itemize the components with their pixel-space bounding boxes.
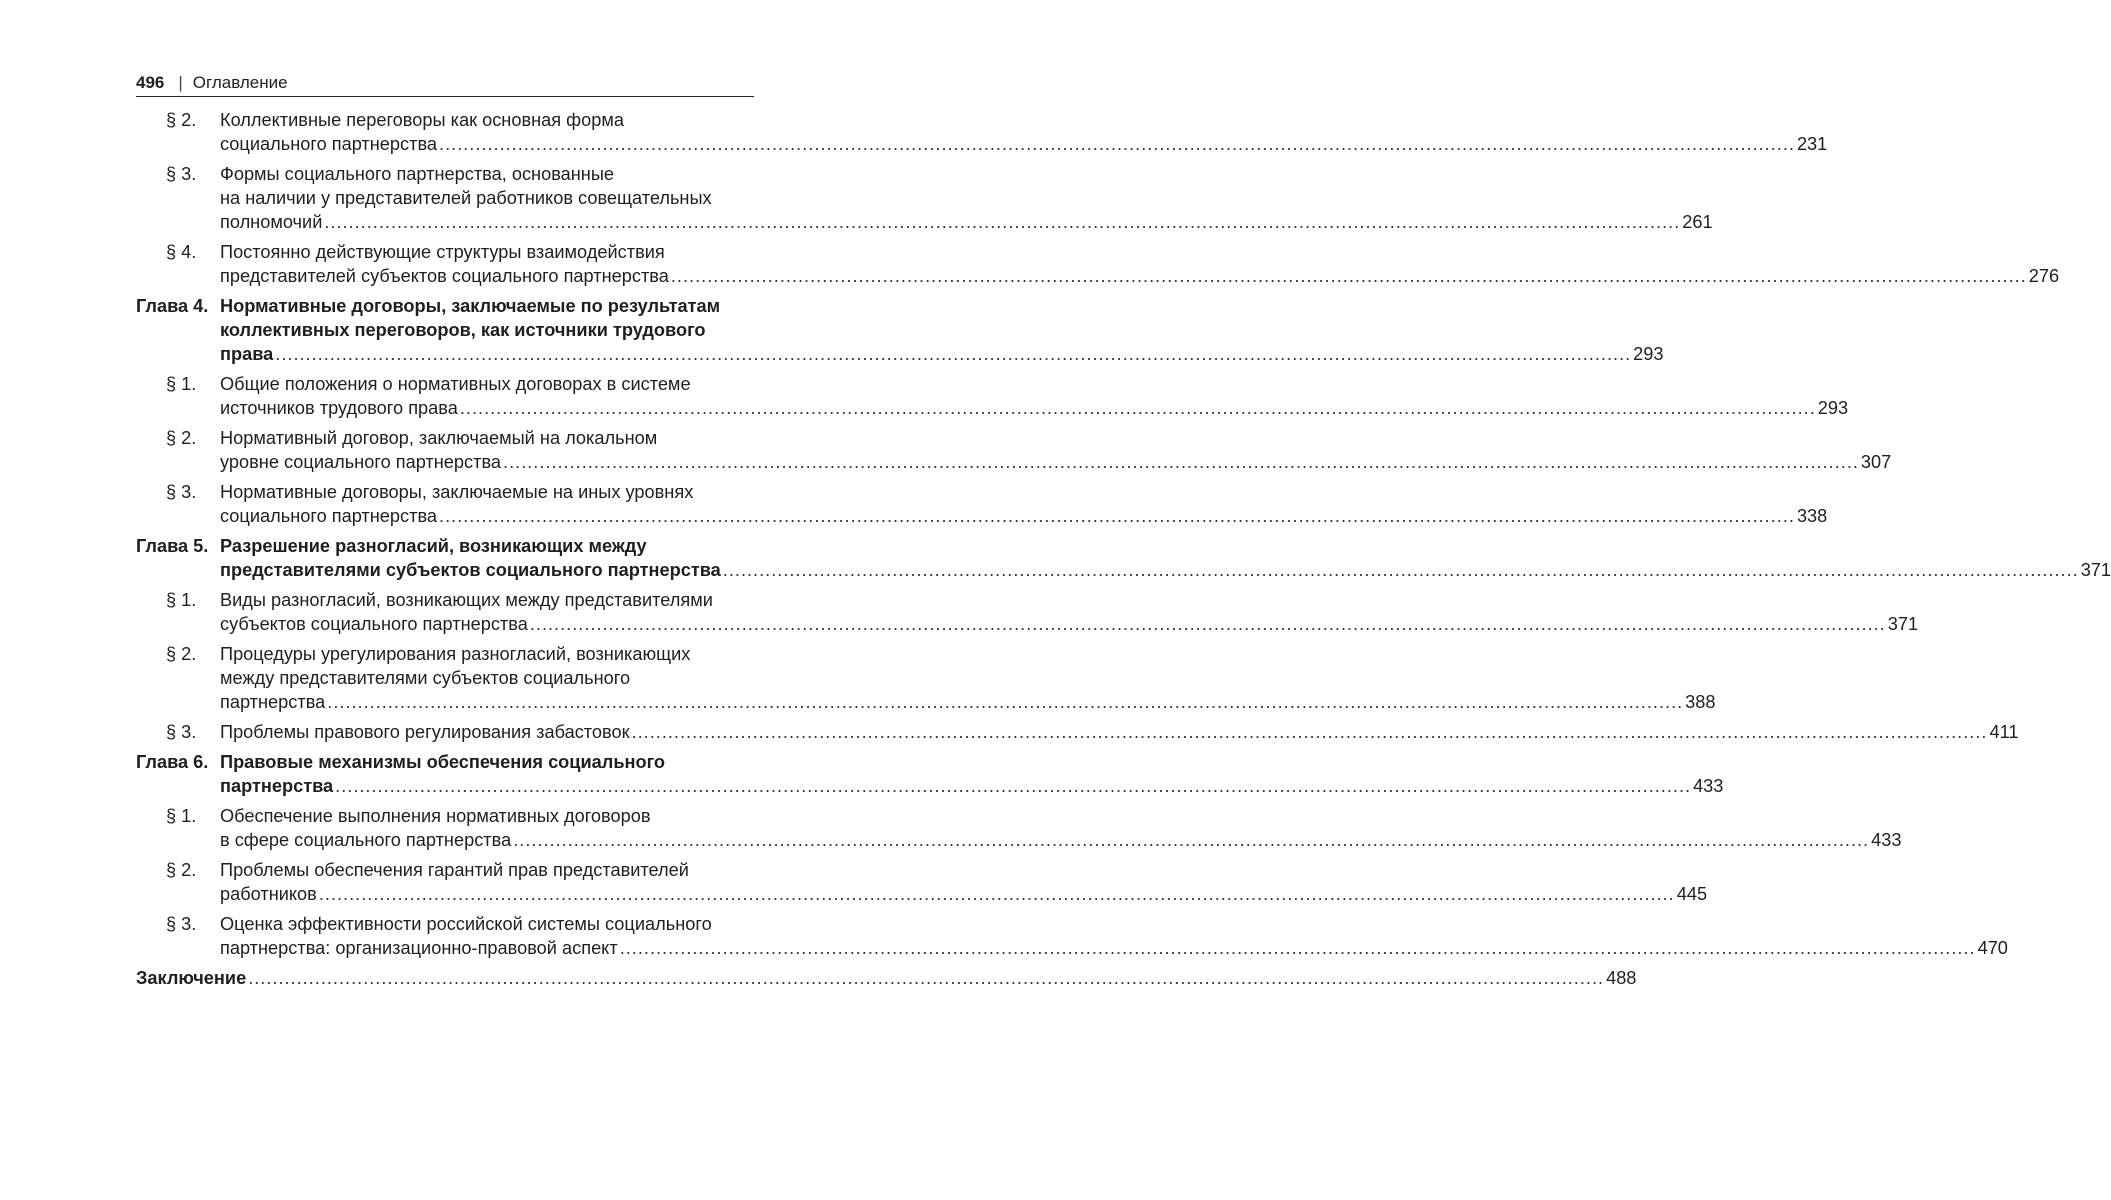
- toc-entry-text: Постоянно действующие структуры взаимодействия: [220, 242, 665, 262]
- toc-entry-label: § 3.: [166, 164, 197, 184]
- toc-entry-label: Глава 6.: [136, 752, 209, 772]
- toc-page-number: 276: [2028, 266, 2060, 286]
- toc-entry-text: Оценка эффективности российской системы социального: [220, 914, 712, 934]
- toc-entry-text: партнерства: организационно-правовой аспект: [220, 938, 618, 958]
- toc-entry-line: [220, 588, 1918, 612]
- toc-entry-text: права: [220, 344, 274, 364]
- toc-page-number: 293: [1633, 344, 1664, 364]
- toc-entry-line: [220, 342, 1664, 366]
- toc-entry-text: Процедуры урегулирования разногласий, возникающих: [220, 644, 691, 664]
- toc-entry-line: [220, 858, 1707, 882]
- toc-entry-line: [220, 534, 2111, 558]
- toc-entry-line: [220, 504, 1827, 528]
- toc-entry-text: работников: [220, 884, 317, 904]
- toc-entry-line: [220, 774, 1723, 798]
- toc-entry-line: [220, 264, 2059, 288]
- toc-page-number: 293: [1817, 398, 1849, 418]
- toc-entry-text: Нормативные договоры, заключаемые по результатам: [220, 296, 721, 316]
- dot-leader: [723, 558, 2079, 582]
- toc-conclusion-entry[interactable]: [136, 966, 1637, 990]
- toc-page-number: 307: [1860, 452, 1892, 472]
- toc-page-number: 433: [1693, 776, 1724, 796]
- toc-entry-text: партнерства: [220, 776, 334, 796]
- toc-entry-text: Проблемы правового регулирования забастовок: [220, 722, 630, 742]
- toc-entry-label: § 1.: [166, 806, 197, 826]
- toc-entry-text: в сфере социального партнерства: [220, 830, 512, 850]
- toc-entry-text: представителями субъектов социального партнерства: [220, 560, 721, 580]
- toc-entry-text: Нормативные договоры, заключаемые на иных уровнях: [220, 482, 694, 502]
- table-of-contents: [136, 108, 2111, 996]
- toc-entry-text: Виды разногласий, возникающих между представителями: [220, 590, 713, 610]
- toc-entry-line: [220, 186, 1713, 210]
- toc-entry-text: Нормативный договор, заключаемый на локальном: [220, 428, 658, 448]
- header-separator: |: [178, 73, 183, 92]
- dot-leader: [620, 936, 1976, 960]
- toc-entry-text: партнерства: [220, 692, 326, 712]
- toc-entry-label: § 2.: [166, 428, 197, 448]
- toc-entry-text: Разрешение разногласий, возникающих между: [220, 536, 647, 556]
- toc-page-number: 338: [1796, 506, 1828, 526]
- toc-entry-line: [220, 450, 1891, 474]
- page-number: 496: [136, 73, 165, 92]
- toc-entry-body: [220, 720, 2018, 744]
- toc-chapter-entry[interactable]: [136, 534, 2111, 582]
- header-title: Оглавление: [192, 73, 288, 92]
- toc-entry-line: [220, 318, 1664, 342]
- toc-entry-body: [220, 372, 1848, 420]
- toc-entry-body: [220, 588, 1918, 636]
- toc-section-entry[interactable]: [136, 588, 1919, 636]
- toc-entry-label: § 3.: [166, 914, 197, 934]
- toc-entry-line: [220, 240, 2059, 264]
- toc-entry-body: [220, 534, 2111, 582]
- toc-entry-text: социального партнерства: [220, 506, 438, 526]
- toc-entry-line: [220, 294, 1664, 318]
- toc-entry-text: уровне социального партнерства: [220, 452, 502, 472]
- toc-entry-line: [220, 882, 1707, 906]
- toc-entry-text: между представителями субъектов социального: [220, 668, 631, 688]
- toc-entry-line: [136, 966, 1636, 990]
- toc-entry-line: [220, 426, 1891, 450]
- toc-entry-line: [220, 936, 2008, 960]
- toc-entry-line: [220, 108, 1827, 132]
- toc-section-entry[interactable]: [136, 426, 1892, 474]
- toc-entry-text: Коллективные переговоры как основная форма: [220, 110, 624, 130]
- toc-entry-line: [220, 912, 2008, 936]
- toc-entry-line: [220, 480, 1827, 504]
- toc-entry-label: Глава 5.: [136, 536, 209, 556]
- dot-leader: [327, 690, 1683, 714]
- toc-page-number: 388: [1685, 692, 1716, 712]
- toc-entry-body: [220, 642, 1716, 714]
- dot-leader: [335, 774, 1691, 798]
- toc-entry-line: [220, 828, 1901, 852]
- toc-page-number: 371: [2080, 560, 2111, 580]
- toc-entry-body: [220, 240, 2059, 288]
- toc-entry-body: [220, 912, 2008, 960]
- toc-section-entry[interactable]: [136, 372, 1849, 420]
- toc-entry-text: полномочий: [220, 212, 323, 232]
- toc-page-number: 470: [1977, 938, 2008, 958]
- toc-entry-label: § 3.: [166, 722, 197, 742]
- dot-leader: [513, 828, 1869, 852]
- toc-page-number: 445: [1676, 884, 1708, 904]
- toc-chapter-entry[interactable]: [136, 294, 1664, 366]
- toc-entry-label: Глава 4.: [136, 296, 209, 316]
- dot-leader: [324, 210, 1680, 234]
- toc-section-entry[interactable]: [136, 912, 2008, 960]
- toc-section-entry[interactable]: [136, 642, 1716, 714]
- toc-entry-text: коллективных переговоров, как источники трудового: [220, 320, 706, 340]
- toc-entry-body: [136, 966, 1636, 990]
- toc-entry-text: социального партнерства: [220, 134, 438, 154]
- toc-entry-label: § 2.: [166, 110, 197, 130]
- toc-entry-text: Обеспечение выполнения нормативных договоров: [220, 806, 651, 826]
- dot-leader: [503, 450, 1859, 474]
- dot-leader: [248, 966, 1604, 990]
- dot-leader: [439, 504, 1795, 528]
- toc-page-number: 411: [1989, 722, 2019, 742]
- dot-leader: [530, 612, 1886, 636]
- toc-entry-line: [220, 642, 1716, 666]
- toc-entry-line: [220, 132, 1827, 156]
- toc-entry-text: Формы социального партнерства, основанные: [220, 164, 615, 184]
- toc-entry-body: [220, 294, 1664, 366]
- toc-section-entry[interactable]: [136, 720, 2019, 744]
- toc-section-entry[interactable]: [136, 108, 1828, 156]
- toc-section-entry[interactable]: [136, 480, 1828, 528]
- toc-entry-line: [220, 372, 1848, 396]
- toc-entry-label: § 1.: [166, 590, 197, 610]
- dot-leader: [632, 720, 1988, 744]
- toc-section-entry[interactable]: [136, 858, 1708, 906]
- toc-entry-body: [220, 804, 1901, 852]
- toc-section-entry[interactable]: [136, 804, 1902, 852]
- toc-entry-body: [220, 426, 1891, 474]
- toc-entry-line: [220, 396, 1848, 420]
- toc-entry-label: § 3.: [166, 482, 197, 502]
- dot-leader: [460, 396, 1816, 420]
- toc-entry-line: [220, 804, 1901, 828]
- toc-entry-text: представителей субъектов социального партнерства: [220, 266, 669, 286]
- toc-entry-label: § 1.: [166, 374, 197, 394]
- toc-entry-body: [220, 108, 1827, 156]
- toc-entry-line: [220, 750, 1723, 774]
- toc-entry-body: [220, 750, 1723, 798]
- toc-entry-label: § 2.: [166, 860, 197, 880]
- toc-page-number: 231: [1796, 134, 1828, 154]
- toc-page-number: 488: [1606, 968, 1637, 988]
- toc-section-entry[interactable]: [136, 240, 2060, 288]
- dot-leader: [319, 882, 1675, 906]
- running-header: [136, 70, 754, 97]
- toc-section-entry[interactable]: [136, 162, 1713, 234]
- toc-entry-text: Проблемы обеспечения гарантий прав представителей: [220, 860, 689, 880]
- toc-entry-text: Заключение: [136, 968, 247, 988]
- toc-chapter-entry[interactable]: [136, 750, 1724, 798]
- toc-entry-line: [220, 558, 2111, 582]
- toc-entry-line: [220, 720, 2018, 744]
- toc-entry-label: § 4.: [166, 242, 197, 262]
- toc-entry-line: [220, 690, 1716, 714]
- toc-entry-text: субъектов социального партнерства: [220, 614, 528, 634]
- toc-page-number: 433: [1871, 830, 1902, 850]
- toc-entry-body: [220, 162, 1713, 234]
- toc-entry-body: [220, 480, 1827, 528]
- dot-leader: [439, 132, 1795, 156]
- toc-entry-text: Общие положения о нормативных договорах в системе: [220, 374, 691, 394]
- dot-leader: [671, 264, 2027, 288]
- toc-page-number: 261: [1682, 212, 1713, 232]
- toc-entry-body: [220, 858, 1707, 906]
- toc-entry-text: Правовые механизмы обеспечения социального: [220, 752, 666, 772]
- toc-entry-text: на наличии у представителей работников совещательных: [220, 188, 712, 208]
- toc-entry-label: § 2.: [166, 644, 197, 664]
- dot-leader: [275, 342, 1631, 366]
- toc-entry-line: [220, 210, 1713, 234]
- toc-entry-line: [220, 162, 1713, 186]
- toc-entry-line: [220, 666, 1716, 690]
- toc-page-number: 371: [1887, 614, 1919, 634]
- toc-entry-line: [220, 612, 1918, 636]
- toc-entry-text: источников трудового права: [220, 398, 458, 418]
